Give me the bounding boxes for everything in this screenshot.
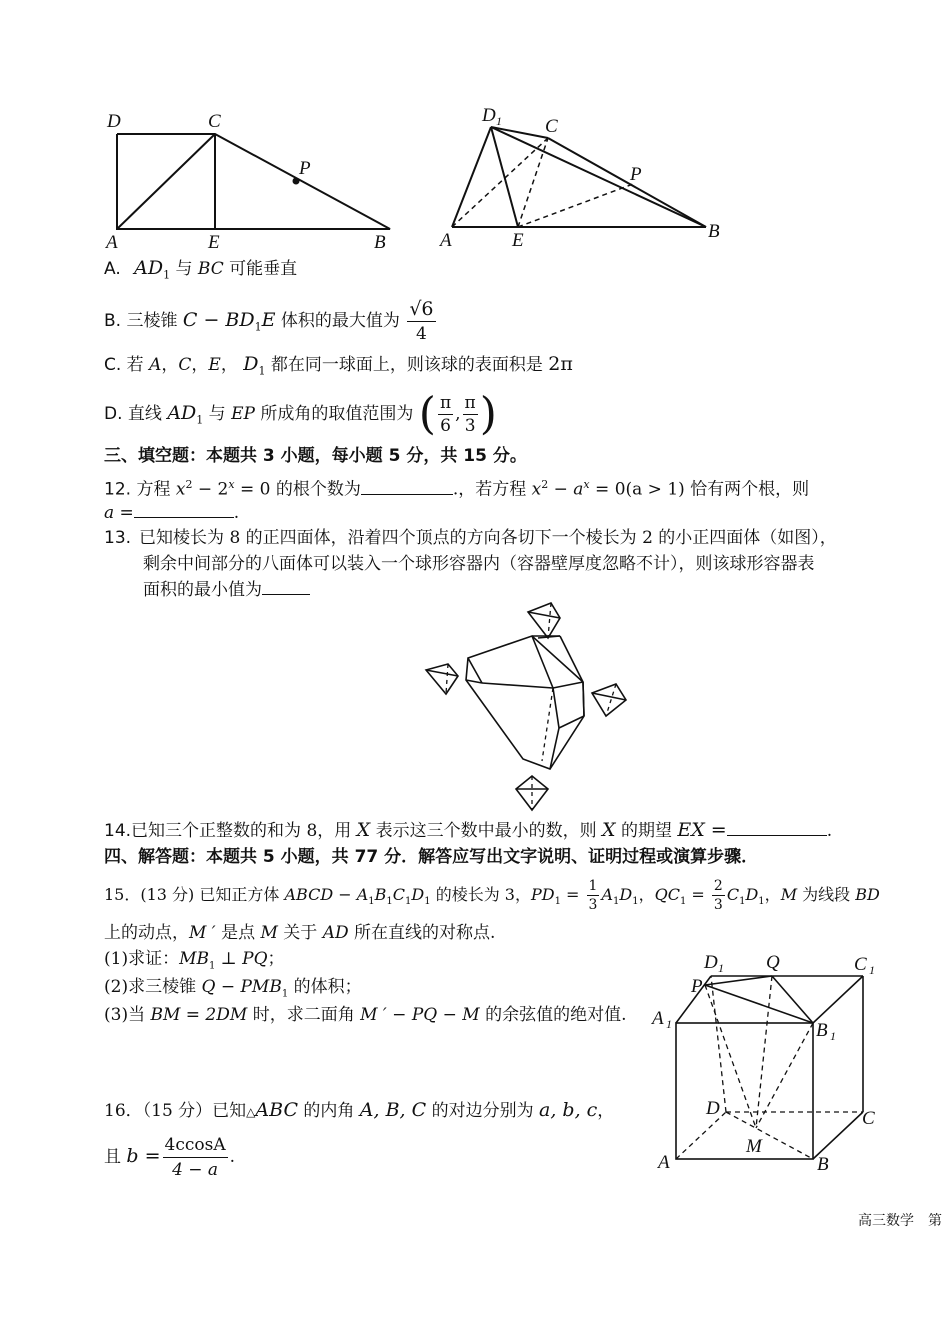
label-d1-sub: 1 [496,114,502,128]
question-13-line3: 面积的最小值为 [143,578,310,601]
label-b1-sub: 1 [830,1029,836,1043]
label-p: P [691,976,703,997]
question-14: 14.已知三个正整数的和为 8，用 X 表示这三个数中最小的数，则 X 的期望 EX = . [104,819,833,841]
question-13: 13. 已知棱长为 8 的正四面体，沿着四个顶点的方向各切下一个棱长为 2 的小正四面体（如图）， [104,528,837,548]
label-d1: D [704,952,718,973]
question-15-part1: (1)求证：$MB_1$ ⊥ PQ； [104,949,285,972]
figure-truncated-tetrahedron [420,598,640,818]
answer-blank-14[interactable] [727,819,827,836]
label-d: D [706,1098,720,1119]
label-q: Q [766,952,780,973]
label-c: C [862,1108,875,1129]
label-p: P [299,158,311,179]
figure-folded-pyramid [430,100,730,255]
label-a: A [440,230,452,251]
question-15-part3: (3)当 BM = 2DM 时，求二面角 M ′ − PQ − M 的余弦值的绝对值. [104,1005,627,1025]
label-a: A [658,1152,670,1173]
label-d1: D [482,105,496,126]
figure-trapezoid-abcd [100,105,400,255]
label-c1: C [854,954,867,975]
label-c1-sub: 1 [869,963,875,977]
label-e: E [208,232,220,253]
label-c: C [545,116,558,137]
question-12: 12. 方程 $x^2 - 2^x = 0$ 的根个数为 .，若方程 $x^2 - a^x = 0(a > 1)$ 恰有两个根，则 [104,478,810,500]
label-b: B [708,221,720,242]
answer-blank-12b[interactable] [134,501,234,518]
question-16: 16．（15 分）已知△ABC 的内角 A, B, C 的对边分别为 a, b, c， [104,1099,615,1121]
label-a1: A [652,1008,664,1029]
label-b: B [817,1154,829,1175]
question-15-part2: (2)求三棱锥 $Q - PMB_1$ 的体积； [104,977,362,1000]
answer-blank-13[interactable] [262,578,310,595]
page-footer: 高三数学 第 [858,1213,942,1229]
label-d1-sub: 1 [718,961,724,975]
label-m: M [746,1136,762,1157]
option-d: D. 直线 $AD_1$ 与 EP 所成角的取值范围为 ( $\frac{\pi}{6}$ , $\frac{\pi}{3}$ ) [104,388,497,440]
question-12-line2: a = . [104,503,240,523]
option-a: A. $AD_1$ 与 BC 可能垂直 [104,257,298,282]
section-4-title: 四、解答题：本题共 5 小题，共 77 分．解答应写出文字说明、证明过程或演算步骤． [104,847,759,867]
label-b1: B [816,1020,828,1041]
option-b: B. 三棱锥 $C - BD_1E$ 体积的最大值为 $\frac{√6}{4}$ [104,298,434,344]
answer-blank-12a[interactable] [361,478,453,495]
label-p: P [630,164,642,185]
question-15: 15．(13 分) 已知正方体 ABCD − $A_1B_1C_1D_1$ 的棱长为 3，$PD_1$ = $\frac{1}{3}$ $A_1D_1$，$QC_1$ = $\frac{2}{3}$ $C_1D_1$，M 为线段 BD [104,878,880,913]
section-3-title: 三、填空题：本题共 3 小题，每小题 5 分，共 15 分。 [104,446,527,466]
figure-cube [648,948,888,1178]
label-a1-sub: 1 [666,1017,672,1031]
question-13-line2: 剩余中间部分的八面体可以装入一个球形容器内（容器壁厚度忽略不计），则该球形容器表 [143,554,815,574]
label-a: A [106,232,118,253]
question-15-line2: 上的动点，M ′ 是点 M 关于 AD 所在直线的对称点. [104,923,496,943]
label-c: C [208,111,221,132]
option-c: C. 若 A，C，E， $D_1$ 都在同一球面上，则该球的表面积是 2π [104,353,573,378]
label-d: D [107,111,121,132]
label-e: E [512,230,524,251]
label-b: B [374,232,386,253]
question-16-line2: 且 b = $\frac{4ccosA}{4 - a}$ . [104,1135,236,1180]
